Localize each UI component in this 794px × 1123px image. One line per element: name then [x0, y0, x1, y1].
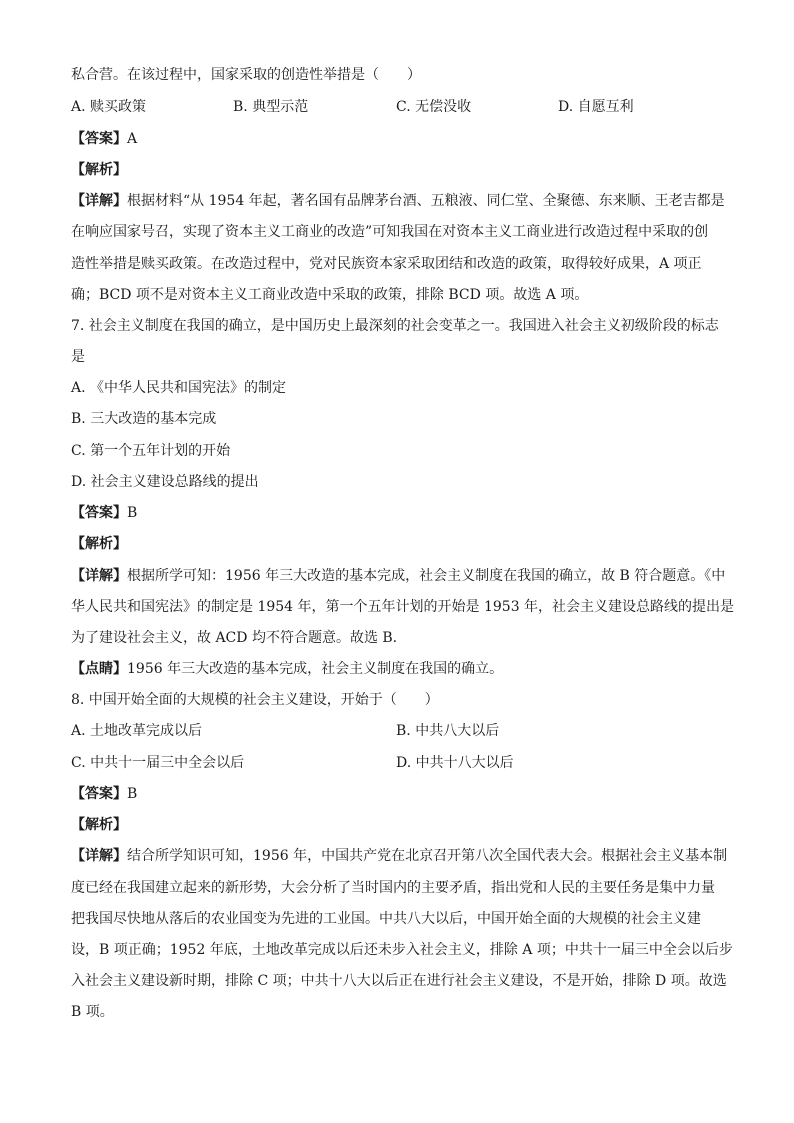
q8-detail-line: B 项。	[71, 1004, 114, 1020]
q8-option-d: D. 中共十八大以后	[396, 755, 514, 771]
q8-option-c: C. 中共十一届三中全会以后	[71, 755, 245, 771]
detail-text: 根据材料“从 1954 年起，著名国有品牌茅台酒、五粮液、同仁堂、全聚德、东来顺、王老吉都是	[127, 193, 725, 209]
detail-label: 【详解】	[71, 568, 127, 584]
q8-detail-line	[71, 846, 727, 866]
q8-analysis-label: 【解析】	[71, 817, 127, 833]
q6-analysis-label: 【解析】	[71, 162, 127, 178]
q8-detail-line: 度已经在我国建立起来的新形势，大会分析了当时国内的主要矛盾，指出党和人民的主要任务是集中力量	[71, 880, 715, 896]
answer-value: B	[127, 505, 138, 521]
detail-label: 【详解】	[71, 848, 127, 864]
q7-tip	[71, 659, 503, 679]
answer-label: 【答案】	[71, 786, 127, 802]
q6-answer	[71, 129, 137, 149]
answer-value: B	[127, 786, 138, 802]
answer-label: 【答案】	[71, 505, 127, 521]
detail-label: 【详解】	[71, 193, 127, 209]
tip-text: 1956 年三大改造的基本完成，社会主义制度在我国的确立。	[127, 661, 504, 677]
q7-stem: 7. 社会主义制度在我国的确立，是中国历史上最深刻的社会变革之一。我国进入社会主义初级阶段的标志	[71, 318, 719, 334]
q7-option-d: D. 社会主义建设总路线的提出	[71, 474, 259, 490]
q8-option-a: A. 土地改革完成以后	[71, 723, 203, 739]
q7-option-c: C. 第一个五年计划的开始	[71, 443, 231, 459]
q7-analysis-label: 【解析】	[71, 536, 127, 552]
q7-detail-line	[71, 566, 725, 586]
q6-option-d: D. 自愿互利	[558, 99, 634, 115]
q6-stem: 私合营。在该过程中，国家采取的创造性举措是（ ）	[71, 67, 421, 83]
q6-option-c: C. 无偿没收	[396, 99, 472, 115]
answer-value: A	[127, 131, 138, 147]
tip-label: 【点睛】	[71, 661, 127, 677]
q7-option-a: A. 《中华人民共和国宪法》的制定	[71, 380, 287, 396]
q6-option-b: B. 典型示范	[233, 99, 309, 115]
q7-option-b: B. 三大改造的基本完成	[71, 411, 217, 427]
q7-detail-line: 为了建设社会主义，故 ACD 均不符合题意。故选 B.	[71, 630, 398, 646]
q8-detail-line: 入社会主义建设新时期，排除 C 项；中共十八大以后正在进行社会主义建设，不是开始，排除 D 项。故选	[71, 973, 727, 989]
detail-text: 结合所学知识可知，1956 年，中国共产党在北京召开第八次全国代表大会。根据社会主义基本制	[127, 848, 728, 864]
q8-option-b: B. 中共八大以后	[396, 723, 500, 739]
q6-detail-line: 在响应国家号召，实现了资本主义工商业的改造”可知我国在对资本主义工商业进行改造过程中采取的创	[71, 224, 709, 240]
q6-detail-line: 造性举措是赎买政策。在改造过程中，党对民族资本家采取团结和改造的政策，取得较好成果，A 项正	[71, 256, 702, 272]
q8-detail-line: 把我国尽快地从落后的农业国变为先进的工业国。中共八大以后，中国开始全面的大规模的社会主义建	[71, 911, 701, 927]
q6-detail-line	[71, 191, 725, 211]
q8-answer	[71, 784, 137, 804]
q8-detail-line: 设，B 项正确；1952 年底，土地改革完成以后还未步入社会主义，排除 A 项；中共十一届三中全会以后步	[71, 942, 733, 958]
q7-stem: 是	[71, 349, 85, 365]
q8-stem: 8. 中国开始全面的大规模的社会主义建设，开始于（ ）	[71, 692, 439, 708]
q6-detail-line: 确；BCD 项不是对资本主义工商业改造中采取的政策，排除 BCD 项。故选 A 项。	[71, 287, 589, 303]
q6-option-a: A. 赎买政策	[71, 99, 147, 115]
answer-label: 【答案】	[71, 131, 127, 147]
q7-detail-line: 华人民共和国宪法》的制定是 1954 年，第一个五年计划的开始是 1953 年，社会主义建设总路线的提出是	[71, 599, 735, 615]
q7-answer	[71, 503, 137, 523]
detail-text: 根据所学可知：1956 年三大改造的基本完成，社会主义制度在我国的确立，故 B 符合题意。《中	[127, 568, 726, 584]
